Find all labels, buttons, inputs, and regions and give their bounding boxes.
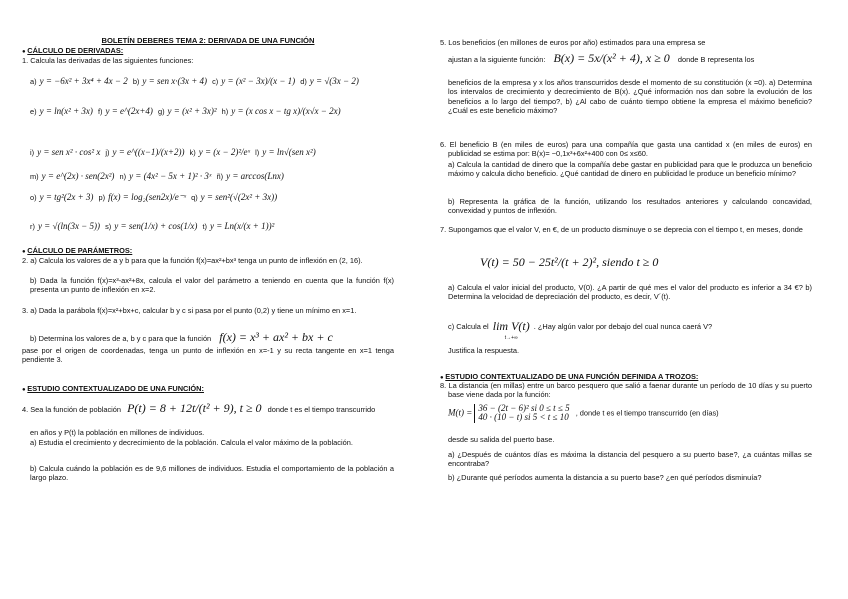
exercise-8a: a) ¿Después de cuántos días es máxima la distancia del pesquero a su puerto base?, ¿a cuántas millas se encontraba? xyxy=(448,450,812,469)
exercise-4-line: 4. Sea la función de población P(t) = 8 + 12t/(t² + 9), t ≥ 0 donde t es el tiempo transcurrido xyxy=(22,401,376,415)
function-population: P(t) = 8 + 12t/(t² + 9), t ≥ 0 xyxy=(127,401,262,415)
exercise-8-from: desde su salida del puerto base. xyxy=(448,435,555,444)
exercise-4a: a) Estudia el crecimiento y decrecimiento de la población. Calcula el valor máximo de la población. xyxy=(30,438,353,447)
exercise-5-line1: 5. Los beneficios (en millones de euros por año) estimados para una empresa se xyxy=(440,38,706,47)
exercise-4b: b) Calcula cuándo la población es de 9,6 millones de individuos. Estudia el comportamiento de la población a largo plazo. xyxy=(30,464,394,483)
exercise-7c-line: c) Calcula el lim V(t) t→+∞ . ¿Hay algún valor por debajo del cual nunca caerá V? xyxy=(448,319,713,342)
function-benefit: B(x) = 5x/(x² + 4), x ≥ 0 xyxy=(553,51,670,65)
derivatives-row-e: e) y = ln(x² + 3x) f) y = e^(2x+4) g) y = (x² + 3x)² h) y = (x cos x − tg x)/(x√x − 2x) xyxy=(30,106,341,116)
function-f-cubic: f(x) = x³ + ax² + bx + c xyxy=(219,330,333,344)
limit-expression: lim V(t) xyxy=(492,319,530,333)
exercise-6: 6. El beneficio B (en miles de euros) para una compañía que gasta una cantidad x (en miles de euros) en publicidad se estima por: B(x)= −0,1x³+6x²+400 con 0≤ x≤60. xyxy=(440,140,812,159)
derivatives-row-m: m) y = e^(2x) · sen(2x²) n) y = (4x² − 5x + 1)² · 3ˣ ñ) y = arccos(Lnx) xyxy=(30,171,284,181)
exercise-5-line2: ajustan a la siguiente función: B(x) = 5x/(x² + 4), x ≥ 0 donde B representa los xyxy=(448,51,755,65)
derivatives-row-a: a) y = −6x² + 3x⁴ + 4x − 2 b) y = sen x·(3x + 4) c) y = (x² − 3x)/(x − 1) d) y = √(3x − 2) xyxy=(30,76,359,86)
exercise-1-intro: 1. Calcula las derivadas de las siguientes funciones: xyxy=(22,56,194,65)
exercise-7: 7. Supongamos que el valor V, en €, de un producto disminuye o se deprecia con el tiempo t, en meses, donde xyxy=(440,225,803,234)
function-value: V(t) = 50 − 25t²/(t + 2)², siendo t ≥ 0 xyxy=(480,255,659,269)
section-derivatives: ● CÁLCULO DE DERIVADAS: xyxy=(22,46,394,57)
exercise-7a: a) Calcula el valor inicial del producto, V(0). ¿A partir de qué mes el valor del producto es inferior a 34 €? b) Determina la velocidad de depreciación del producto, es decir, V´(t). xyxy=(448,283,812,302)
section-piecewise: ● ESTUDIO CONTEXTUALIZADO DE UNA FUNCIÓN DEFINIDA A TROZOS: xyxy=(440,372,812,383)
function-piecewise: 36 − (2t − 6)² si 0 ≤ t ≤ 5 40 · (10 − t) si 5 < t ≤ 10 xyxy=(474,404,569,423)
derivatives-row-o: o) y = tg²(2x + 3) p) f(x) = log₂(sen2x)/e⁻ˣ q) y = sen²(√(2x² + 3x)) xyxy=(30,192,278,202)
exercise-8-function-line: M(t) = 36 − (2t − 6)² si 0 ≤ t ≤ 5 40 · (10 − t) si 5 < t ≤ 10 , donde t es el tiempo transcurrido (en días) xyxy=(448,403,719,423)
exercise-8b: b) ¿Durante qué períodos aumenta la distancia a su puerto base? ¿en qué períodos disminuía? xyxy=(448,473,762,482)
exercise-7c-justify: Justifica la respuesta. xyxy=(448,346,520,355)
exercise-3b-line: b) Determina los valores de a, b y c para que la función f(x) = x³ + ax² + bx + c xyxy=(30,330,333,344)
section-contextual: ● ESTUDIO CONTEXTUALIZADO DE UNA FUNCIÓN: xyxy=(22,384,394,395)
page-title: BOLETÍN DEBERES TEMA 2: DERIVADA DE UNA FUNCIÓN xyxy=(101,36,315,45)
exercise-8: 8. La distancia (en millas) entre un barco pesquero que salió a faenar durante un período de 10 días y su puerto base viene dada por la función: xyxy=(440,381,812,400)
derivatives-row-i: i) y = sen x² · cos² x j) y = e^((x−1)/(x+2)) k) y = (x − 2)²/eˣ l) y = ln√(sen x²) xyxy=(30,147,316,157)
section-parameters: ● CÁLCULO DE PARÁMETROS: xyxy=(22,246,394,257)
exercise-4-units: en años y P(t) la población en millones de individuos. xyxy=(30,428,205,437)
derivatives-row-r: r) y = √(ln(3x − 5)) s) y = sen(1/x) + cos(1/x) t) y = Ln(x/(x + 1))² xyxy=(30,221,275,231)
exercise-3b-rest: pase por el origen de coordenadas, tenga un punto de inflexión en x=-1 y su recta tangente en x=1 tenga pendiente 3. xyxy=(22,346,394,365)
exercise-3a: 3. a) Dada la parábola f(x)=x²+bx+c, calcular b y c si pasa por el punto (0,2) y tiene un mínimo en x=1. xyxy=(22,306,357,315)
exercise-2b: b) Dada la función f(x)=x³-ax²+8x, calcula el valor del parámetro a teniendo en cuenta que la función f(x) presenta un punto de inflexión en x=2. xyxy=(30,276,394,295)
exercise-5-body: beneficios de la empresa y x los años transcurridos desde el momento de su constitución (x =0). a) Determina los intervalos de crecimiento y decrecimiento de B(x). ¿Qué información nos dan sobre la evolución de los beneficios a lo largo del tiempo?, b) ¿Al cabo de cuánto tiempo obtiene la empresa el máximo beneficio? ¿Cuál es este beneficio máximo? xyxy=(448,78,812,116)
exercise-6b: b) Representa la gráfica de la función, utilizando los resultados anteriores y calculando concavidad, convexidad y puntos de inflexión. xyxy=(448,197,812,216)
exercise-6a: a) Calcula la cantidad de dinero que la compañía debe gastar en publicidad para que le produzca un beneficio máximo y calcula dicho beneficio. ¿Qué cantidad de dinero en publicidad le produce un beneficio mínimo? xyxy=(448,160,812,179)
exercise-2a: 2. a) Calcula los valores de a y b para que la función f(x)=ax²+bx³ tenga un punto de inflexión en (2, 16). xyxy=(22,256,363,265)
